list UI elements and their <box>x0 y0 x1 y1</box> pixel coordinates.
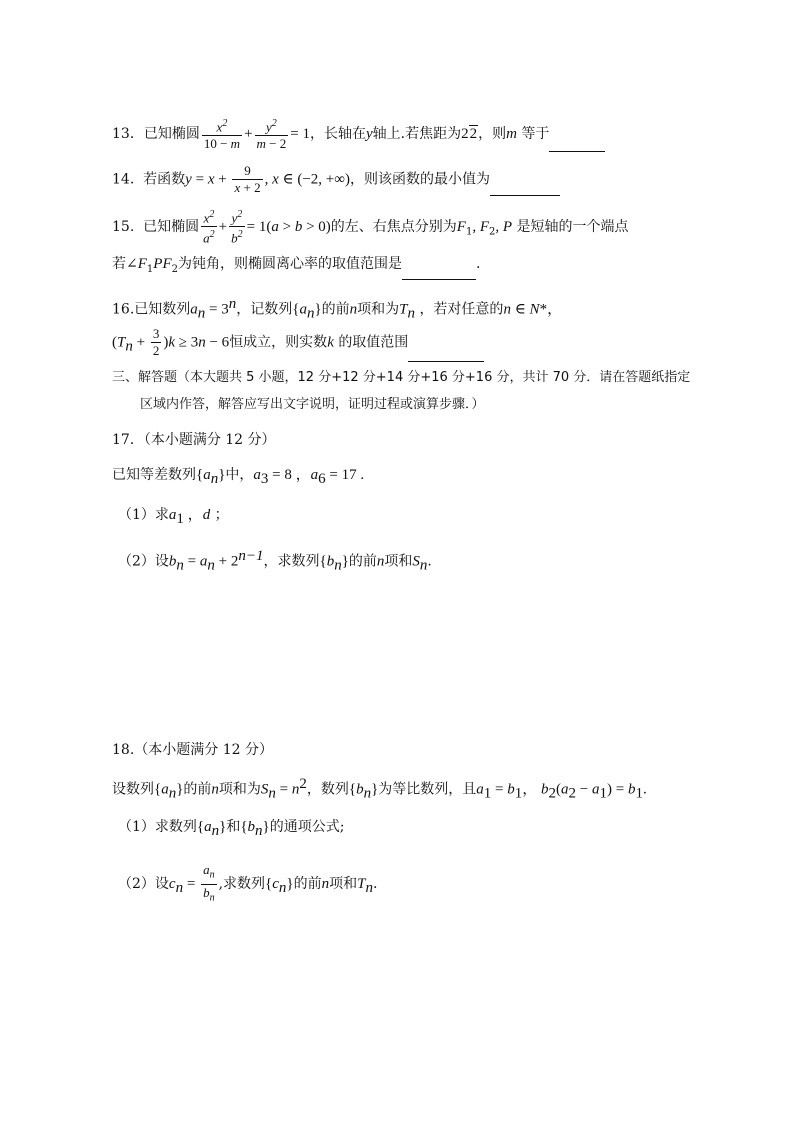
question-14: 14. 若函数y = x + $\frac{9}{x + 2}$ , x ∈ (−2, +∞)，则该函数的最小值为 <box>112 163 754 196</box>
section-3-heading-line-2 <box>140 395 754 415</box>
q17-part1-end: ； <box>214 507 229 523</box>
q18-part2-text-3: 的前 <box>293 876 322 893</box>
q17-part2-text-3: 的前 <box>348 553 377 570</box>
question-16: 16.已知数列$a_n = 3^n$，记数列$\{a_n\}$的前n项和为$T_n$ ，若对任意的n ∈ N*， <box>112 296 563 322</box>
q13-fraction-2: $\frac{y^2}{m - 2}$ <box>256 118 287 152</box>
q18-part2-text-4: 项和 <box>329 876 358 893</box>
q18-stem-text-3: 项和为 <box>218 781 261 798</box>
q14-number: 14. <box>112 171 135 188</box>
question-17-part-1: （1）求$a_1$ ，d ； <box>118 507 229 527</box>
q17-stem-text: 已知等差数列 <box>112 467 196 483</box>
q15-text-3: 是短轴的一个端点 <box>516 218 629 235</box>
q16-line2-text-2: 的取值范围 <box>338 334 409 351</box>
q15-answer-blank[interactable] <box>402 265 476 280</box>
question-15-line-2: 若$\angle F_1PF_2$为钝角，则椭圆离心率的取值范围是 . <box>112 254 754 280</box>
q13-fraction-1: $\frac{x^2}{10 - m}$ <box>203 118 241 152</box>
q14-text: 若函数 <box>143 171 186 188</box>
q13-answer-blank[interactable] <box>549 137 605 152</box>
q16-number: 16. <box>112 301 135 318</box>
q15-period: . <box>475 256 481 272</box>
q13-text-2: ，长轴在 <box>309 126 366 143</box>
q15-number: 15. <box>112 218 135 235</box>
q18-title: 18.（本小题满分 12 分） <box>112 742 273 758</box>
q13-text: 已知椭圆 <box>143 126 200 143</box>
question-18-part-1: （1）求数列$\{a_n\}$和$\{b_n\}$的通项公式; <box>118 819 345 839</box>
q16-fraction: $\frac{3}{2}$ <box>152 326 160 358</box>
q17-part2-end: . <box>427 553 432 570</box>
q17-part2-text-2: ，求数列 <box>263 553 320 570</box>
q13-text-3: 轴上.若焦距为 <box>372 126 462 143</box>
question-16-line-2: ($T_n$ + $\frac{3}{2}$ )k ≥ 3n − 6恒成立，则实数k 的取值范围 <box>112 326 754 362</box>
q18-part1-text: （1）求数列 <box>118 819 197 835</box>
q16-text-3: 的前 <box>321 301 350 318</box>
question-17-part-2: （2）设$b_n = a_n + 2^{n-1}$，求数列$\{b_n\}$的前n项和$S_n$. <box>118 548 432 574</box>
q17-part2-text: （2）设 <box>118 553 169 570</box>
question-18-stem: 设数列$\{a_n\}$的前n项和为$S_n = n^2$，数列$\{b_n\}$为等比数列，且$a_1 = b_1$， $b_2(a_2 - a_1) = b_1$. <box>112 776 647 802</box>
section-3-line-2: 区域内作答，解答应写出文字说明，证明过程或演算步骤．） <box>140 397 485 412</box>
question-17-stem: 已知等差数列$\{a_n\}$中，$a_3 = 8$ ，$a_6 = 17$ . <box>112 467 365 487</box>
q18-part2-end: . <box>372 876 378 893</box>
q18-part1-text-3: 的通项公式; <box>269 819 345 835</box>
q14-text-2: ，则该函数的最小值为 <box>349 171 490 188</box>
q17-part1-text: （1）求 <box>118 507 169 523</box>
q16-text-2: ，记数列 <box>236 301 293 318</box>
q16-text: 已知数列 <box>134 301 191 318</box>
q15-text-2: 的左、右焦点分别为 <box>330 218 457 235</box>
q18-fraction: $\frac{a_n}{b_n}$ <box>201 862 217 906</box>
q14-answer-blank[interactable] <box>490 181 560 196</box>
q17-title: 17．（本小题满分 12 分） <box>112 432 276 448</box>
q16-line2-text: 恒成立，则实数 <box>229 334 328 351</box>
q17-stem-text-2: 中， <box>225 467 254 483</box>
q16-text-4: 项和为 <box>357 301 400 318</box>
q15-line2-text-2: 为钝角，则椭圆离心率的取值范围是 <box>177 256 402 272</box>
q17-part2-text-4: 项和 <box>384 553 413 570</box>
q18-part2-text-2: ,求数列 <box>218 876 266 893</box>
q13-text-4: ，则 <box>478 126 507 143</box>
q15-line2-text: 若∠ <box>112 256 138 272</box>
question-18-title <box>112 740 754 760</box>
q15-fraction-2: $\frac{y^2}{b^2}$ <box>231 209 243 246</box>
question-13: 13．已知椭圆 $\frac{x^2}{10 - m}$ + $\frac{y^2}{m - 2}$ = 1，长轴在y轴上.若焦距为22，则m 等于 <box>112 116 754 152</box>
q13-text-5: 等于 <box>521 126 550 143</box>
q18-stem-text: 设数列 <box>112 781 154 798</box>
section-3-heading <box>112 368 754 388</box>
question-17-title <box>112 430 754 450</box>
q18-stem-text-2: 的前 <box>183 781 212 798</box>
q18-stem-text-4: ，数列 <box>306 781 349 798</box>
q16-answer-blank[interactable] <box>408 347 484 362</box>
q13-number: 13． <box>112 126 144 143</box>
q18-part1-text-2: 和 <box>226 819 241 835</box>
q18-stem-text-5: 为等比数列，且 <box>378 781 477 798</box>
q15-fraction-1: $\frac{x^2}{a^2}$ <box>203 209 215 246</box>
q14-fraction: $\frac{9}{x + 2}$ <box>234 163 261 195</box>
q15-text: 已知椭圆 <box>143 218 200 235</box>
section-3-line-1: 三、解答题（本大题共 5 小题，12 分+12 分+14 分+16 分+16 分，共计 70 分．请在答题纸指定 <box>112 370 691 385</box>
question-15: 15. 已知椭圆 $\frac{x^2}{a^2}$ + $\frac{y^2}{b^2}$ = 1(a > b > 0)的左、右焦点分别为$F_1$, $F_2$, P 是短轴的一个端点 <box>112 209 629 246</box>
question-18-part-2: （2）设$c_n$ = $\frac{a_n}{b_n}$ ,求数列$\{c_n\}$的前n项和$T_n$. <box>118 862 754 906</box>
q16-text-5: ，若对任意的 <box>419 301 504 318</box>
q18-part2-text: （2）设 <box>118 876 169 893</box>
